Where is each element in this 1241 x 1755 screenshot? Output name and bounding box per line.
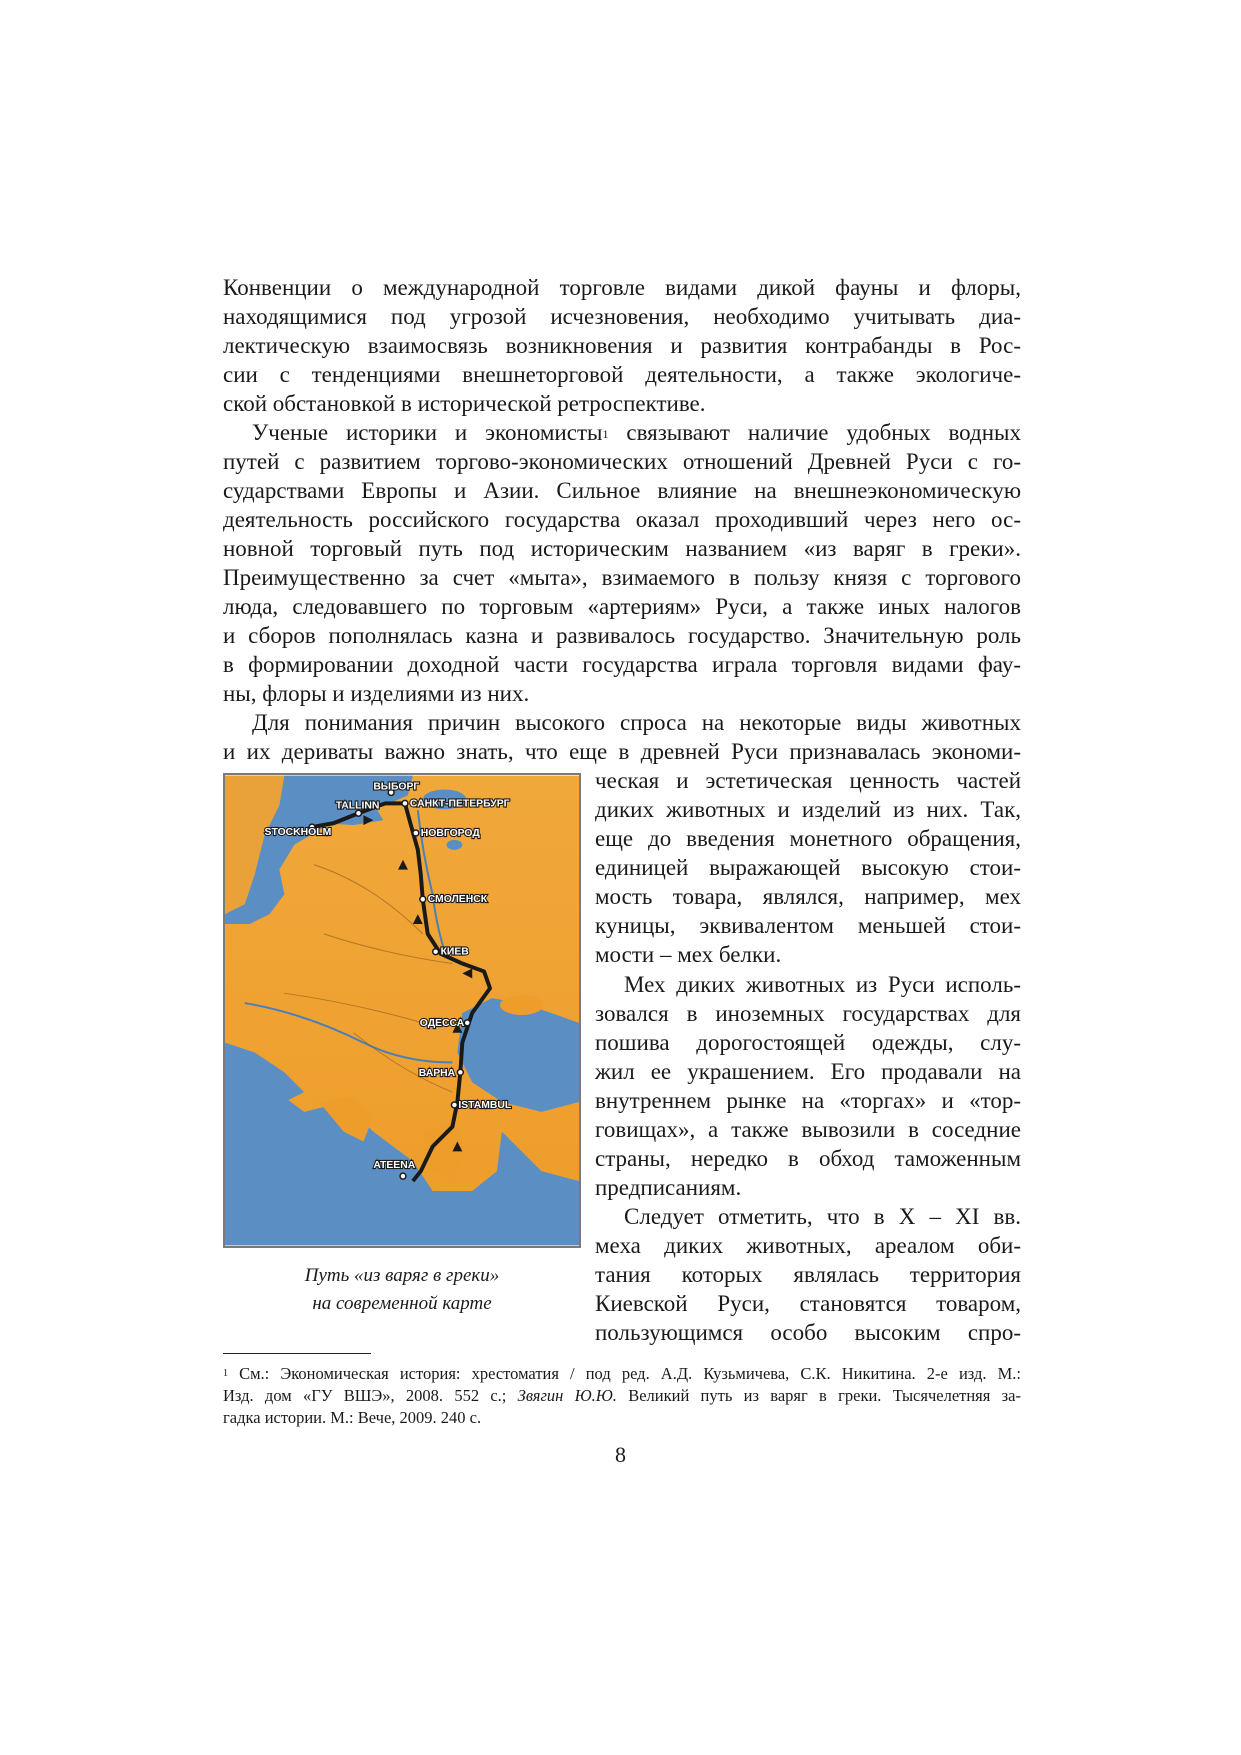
caption-line: Путь «из варяг в греки» bbox=[304, 1265, 500, 1286]
paragraph-3-continuation bbox=[595, 766, 1021, 969]
city-label-spb: САНКТ-ПЕТЕРБУРГ bbox=[409, 798, 510, 810]
text-line: новной торговый путь под историческим названием «из варяг в греки». bbox=[223, 536, 1021, 561]
footnote bbox=[223, 1363, 1021, 1429]
footnote-line bbox=[223, 1363, 1021, 1385]
city-label-kiev: КИЕВ bbox=[440, 946, 469, 958]
city-marker bbox=[457, 1069, 463, 1075]
paragraph-1 bbox=[223, 273, 1021, 418]
page-number: 8 bbox=[615, 1442, 626, 1467]
city-marker bbox=[420, 896, 426, 902]
text-fragment: Великий путь из варяг в греки. Тысячелетняя за- bbox=[616, 1386, 1021, 1405]
paragraph-2 bbox=[223, 418, 1021, 708]
paragraph-3 bbox=[223, 708, 1021, 766]
map-figure bbox=[223, 773, 581, 1318]
city-marker bbox=[400, 1173, 406, 1179]
text-line: сии с тенденциями внешнеторговой деятельности, а также экологиче- bbox=[223, 362, 1021, 387]
text-line: предписаниям. bbox=[595, 1175, 742, 1200]
text-line: Преимущественно за счет «мыта», взимаемого в пользу князя с торгового bbox=[223, 565, 1021, 590]
text-line: ческая и эстетическая ценность частей bbox=[595, 768, 1021, 793]
text-line: деятельность российского государства оказал проходивший через него ос- bbox=[223, 507, 1021, 532]
text-line: жил ее украшением. Его продавали на bbox=[595, 1059, 1021, 1084]
city-label-stockholm: STOCKHOLM bbox=[264, 826, 332, 838]
author-name: Звягин Ю.Ю. bbox=[517, 1386, 617, 1405]
text-line: пользующимся особо высоким спро- bbox=[595, 1320, 1021, 1345]
text-line: пошива дорогостоящей одежды, слу- bbox=[595, 1030, 1021, 1055]
text-fragment: См.: Экономическая история: хрестоматия / под ред. А.Д. Кузьмичева, С.К. Никитина. 2-е изд. М.: bbox=[228, 1364, 1021, 1383]
figure-caption bbox=[223, 1262, 581, 1318]
footnote-reference[interactable]: 1 bbox=[602, 427, 609, 441]
text-line: путей с развитием торгово-экономических отношений Древней Руси с го- bbox=[223, 449, 1021, 474]
city-label-istanbul: ISTAMBUL bbox=[458, 1099, 512, 1111]
city-label-smolensk: СМОЛЕНСК bbox=[427, 894, 488, 906]
text-line: страны, нередко в обход таможенным bbox=[595, 1146, 1021, 1171]
text-line: и сборов пополнялась казна и развивалось государство. Значительную роль bbox=[223, 623, 1021, 648]
city-label-tallinn: TALLINN bbox=[335, 800, 380, 812]
city-label-athens: ATEENA bbox=[373, 1160, 416, 1172]
city-marker bbox=[402, 800, 408, 806]
text-line: Киевской Руси, становятся товаром, bbox=[595, 1291, 1021, 1316]
city-label-odessa: ОДЕССА bbox=[419, 1017, 465, 1029]
text-line: меха диких животных, ареалом оби- bbox=[595, 1233, 1021, 1258]
text-line: Мех диких животных из Руси исполь- bbox=[624, 972, 1021, 997]
text-line: Для понимания причин высокого спроса на некоторые виды животных bbox=[252, 710, 1021, 735]
paragraph-4 bbox=[595, 970, 1021, 1202]
text-line: мость товара, являлся, например, мех bbox=[595, 884, 1021, 909]
text-line: куницы, эквивалентом меньшей стои- bbox=[595, 913, 1021, 938]
text-line: находящимися под угрозой исчезновения, необходимо учитывать диа- bbox=[223, 304, 1021, 329]
text-line: ны, флоры и изделиями из них. bbox=[223, 681, 530, 706]
text-line: еще до введения монетного обращения, bbox=[595, 826, 1021, 851]
city-marker bbox=[433, 949, 439, 955]
crimea bbox=[500, 995, 544, 1015]
city-marker bbox=[413, 830, 419, 836]
city-marker bbox=[451, 1102, 457, 1108]
text-line: зовался в иноземных государствах для bbox=[595, 1001, 1021, 1026]
text-fragment: Изд. дом «ГУ ВШЭ», 2008. 552 с.; bbox=[223, 1386, 518, 1405]
footnote-mark: 1 bbox=[223, 1368, 228, 1379]
text-line: люда, следовавшего по торговым «артериям» Руси, а также иных налогов bbox=[223, 594, 1021, 619]
text-line: внутреннем рынке на «торгах» и «тор- bbox=[595, 1088, 1021, 1113]
trade-route-map bbox=[223, 773, 581, 1248]
text-line: мости – мех белки. bbox=[595, 942, 782, 967]
text-line: Следует отметить, что в X – XI вв. bbox=[624, 1204, 1021, 1229]
text-line: диких животных и изделий из них. Так, bbox=[595, 797, 1021, 822]
footnote-line bbox=[223, 1385, 1021, 1407]
text-line: единицей выражающей высокую стои- bbox=[595, 855, 1021, 880]
footnote-separator bbox=[223, 1353, 371, 1354]
city-label-novgorod: НОВГОРОД bbox=[420, 827, 480, 839]
lake-ilmen bbox=[446, 840, 462, 850]
city-label-vyborg: ВЫБОРГ bbox=[373, 781, 420, 793]
text-line: говищах», а также вывозили в соседние bbox=[595, 1117, 1021, 1142]
text-line: ской обстановкой в исторической ретроспективе. bbox=[223, 391, 706, 416]
text-line: в формировании доходной части государства играла торговля видами фау- bbox=[223, 652, 1021, 677]
text-line: тания которых являлась территория bbox=[595, 1262, 1021, 1287]
paragraph-5 bbox=[595, 1202, 1021, 1347]
text-line bbox=[223, 418, 1021, 447]
footnote-line: гадка истории. М.: Вече, 2009. 240 с. bbox=[223, 1408, 482, 1427]
text-line: Конвенции о международной торговле видами дикой фауны и флоры, bbox=[223, 275, 1021, 300]
text-line: и их дериваты важно знать, что еще в древней Руси признавалась экономи- bbox=[223, 739, 1021, 764]
text-line: лектическую взаимосвязь возникновения и развития контрабанды в Рос- bbox=[223, 333, 1021, 358]
text-fragment: связывают наличие удобных водных bbox=[608, 420, 1021, 445]
caption-line: на современной карте bbox=[312, 1293, 492, 1314]
text-fragment: Ученые историки и экономисты bbox=[252, 420, 603, 445]
city-label-varna: ВАРНА bbox=[418, 1068, 456, 1080]
text-line: сударствами Европы и Азии. Сильное влияние на внешнеэкономическую bbox=[223, 478, 1021, 503]
city-marker bbox=[464, 1020, 470, 1026]
